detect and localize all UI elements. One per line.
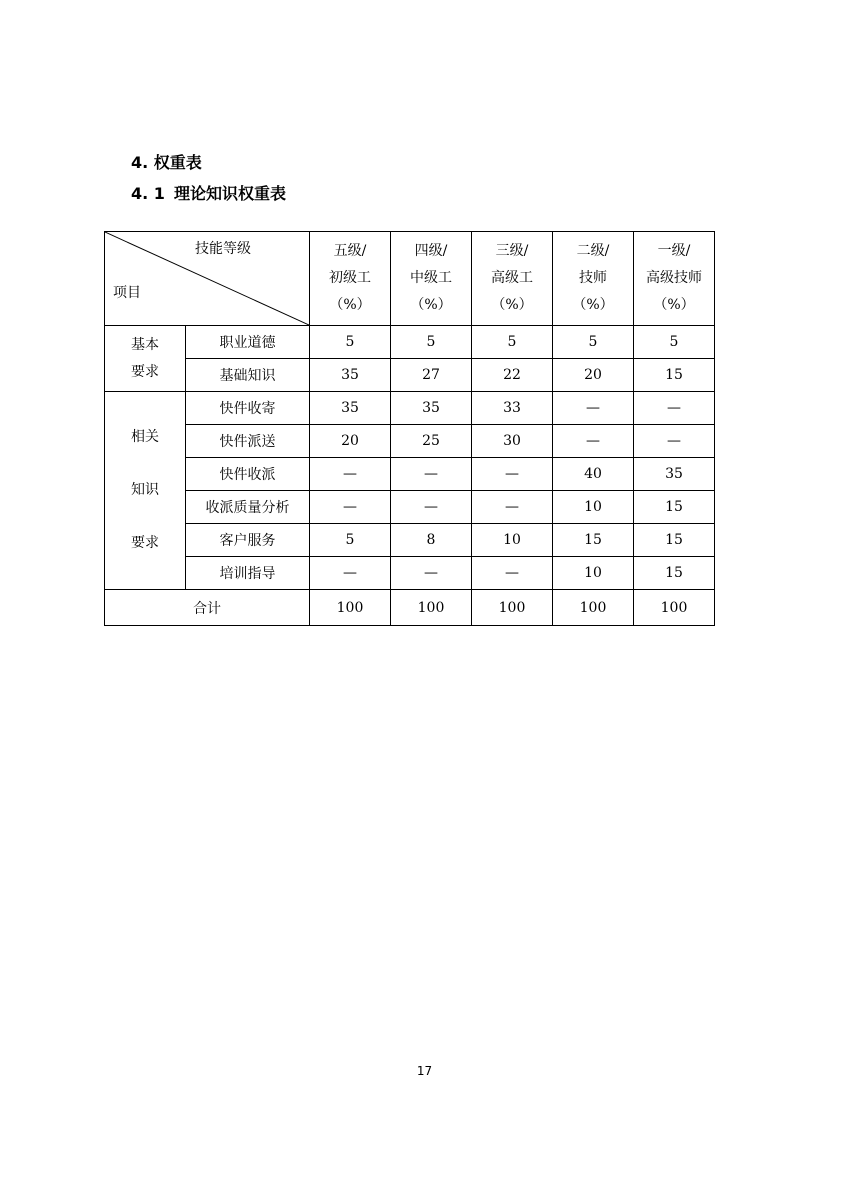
value-cell: — — [553, 425, 634, 458]
item-cell: 职业道德 — [186, 326, 310, 359]
total-value-cell: 100 — [553, 590, 634, 626]
value-cell: 5 — [310, 326, 391, 359]
value-cell: 20 — [310, 425, 391, 458]
category-line: 基本 — [131, 336, 159, 353]
value-cell: 10 — [553, 557, 634, 590]
corner-header-cell — [105, 232, 310, 326]
item-cell: 快件收寄 — [186, 392, 310, 425]
value-cell: 22 — [472, 359, 553, 392]
value-cell: 40 — [553, 458, 634, 491]
value-cell: 5 — [634, 326, 715, 359]
category-line: 知识 — [131, 482, 159, 498]
value-cell: 20 — [553, 359, 634, 392]
level-title: 初级工 — [329, 270, 371, 286]
total-row — [105, 590, 715, 626]
value-cell: — — [391, 491, 472, 524]
total-value-cell: 100 — [391, 590, 472, 626]
value-cell: 35 — [391, 392, 472, 425]
level-name: 一级/ — [657, 243, 691, 259]
total-value-cell: 100 — [634, 590, 715, 626]
level-unit: （%） — [410, 297, 452, 313]
level-header-cell — [310, 232, 391, 326]
table-row — [105, 392, 715, 425]
level-name: 二级/ — [576, 243, 610, 259]
value-cell: 15 — [634, 491, 715, 524]
level-name: 五级/ — [333, 243, 367, 259]
level-unit: （%） — [572, 297, 614, 313]
value-cell: 5 — [391, 326, 472, 359]
section-heading: 4. 权重表 — [131, 153, 202, 172]
value-cell: — — [472, 557, 553, 590]
value-cell: — — [310, 491, 391, 524]
table-row — [105, 491, 715, 524]
value-cell: — — [391, 557, 472, 590]
value-cell: 15 — [634, 359, 715, 392]
value-cell: 5 — [553, 326, 634, 359]
value-cell: — — [634, 392, 715, 425]
category-line: 相关 — [131, 429, 159, 445]
value-cell: 15 — [634, 524, 715, 557]
item-cell: 快件收派 — [186, 458, 310, 491]
value-cell: 30 — [472, 425, 553, 458]
level-name: 四级/ — [414, 243, 448, 259]
value-cell: 15 — [553, 524, 634, 557]
level-name: 三级/ — [495, 243, 529, 259]
item-cell: 培训指导 — [186, 557, 310, 590]
level-unit: （%） — [653, 297, 695, 313]
value-cell: 35 — [310, 359, 391, 392]
value-cell: 5 — [472, 326, 553, 359]
value-cell: — — [391, 458, 472, 491]
value-cell: 10 — [553, 491, 634, 524]
value-cell: 27 — [391, 359, 472, 392]
item-cell: 基础知识 — [186, 359, 310, 392]
table-row — [105, 458, 715, 491]
total-label-cell: 合计 — [105, 590, 310, 626]
level-header-cell — [553, 232, 634, 326]
table-header-row — [105, 232, 715, 326]
value-cell: 35 — [634, 458, 715, 491]
subsection-heading — [131, 181, 286, 204]
total-value-cell: 100 — [310, 590, 391, 626]
subsection-title: 理论知识权重表 — [174, 184, 287, 203]
level-title: 高级技师 — [646, 270, 702, 286]
level-header-cell — [391, 232, 472, 326]
level-title: 中级工 — [410, 270, 452, 286]
value-cell: — — [553, 392, 634, 425]
item-cell: 客户服务 — [186, 524, 310, 557]
item-cell: 收派质量分析 — [186, 491, 310, 524]
value-cell: — — [472, 491, 553, 524]
table-row — [105, 524, 715, 557]
level-unit: （%） — [491, 297, 533, 313]
level-title: 技师 — [579, 270, 607, 286]
table-row — [105, 557, 715, 590]
total-value-cell: 100 — [472, 590, 553, 626]
table-row — [105, 425, 715, 458]
skill-level-label: 技能等级 — [195, 241, 251, 257]
value-cell: 8 — [391, 524, 472, 557]
value-cell: 15 — [634, 557, 715, 590]
value-cell: — — [472, 458, 553, 491]
category-related-knowledge — [105, 392, 186, 590]
level-title: 高级工 — [491, 270, 533, 286]
value-cell: 5 — [310, 524, 391, 557]
page-number: 17 — [416, 1064, 433, 1078]
value-cell: 33 — [472, 392, 553, 425]
value-cell: 35 — [310, 392, 391, 425]
value-cell: — — [634, 425, 715, 458]
table-row — [105, 326, 715, 359]
value-cell: — — [310, 557, 391, 590]
level-header-cell — [472, 232, 553, 326]
value-cell: 25 — [391, 425, 472, 458]
table-row — [105, 359, 715, 392]
item-cell: 快件派送 — [186, 425, 310, 458]
value-cell: — — [310, 458, 391, 491]
weight-table — [104, 231, 715, 626]
subsection-number: 4. 1 — [131, 184, 165, 203]
category-line: 要求 — [131, 535, 159, 551]
level-unit: （%） — [329, 297, 371, 313]
value-cell: 10 — [472, 524, 553, 557]
item-label: 项目 — [113, 285, 141, 301]
category-line: 要求 — [131, 363, 159, 380]
level-header-cell — [634, 232, 715, 326]
category-basic-requirements — [105, 326, 186, 392]
